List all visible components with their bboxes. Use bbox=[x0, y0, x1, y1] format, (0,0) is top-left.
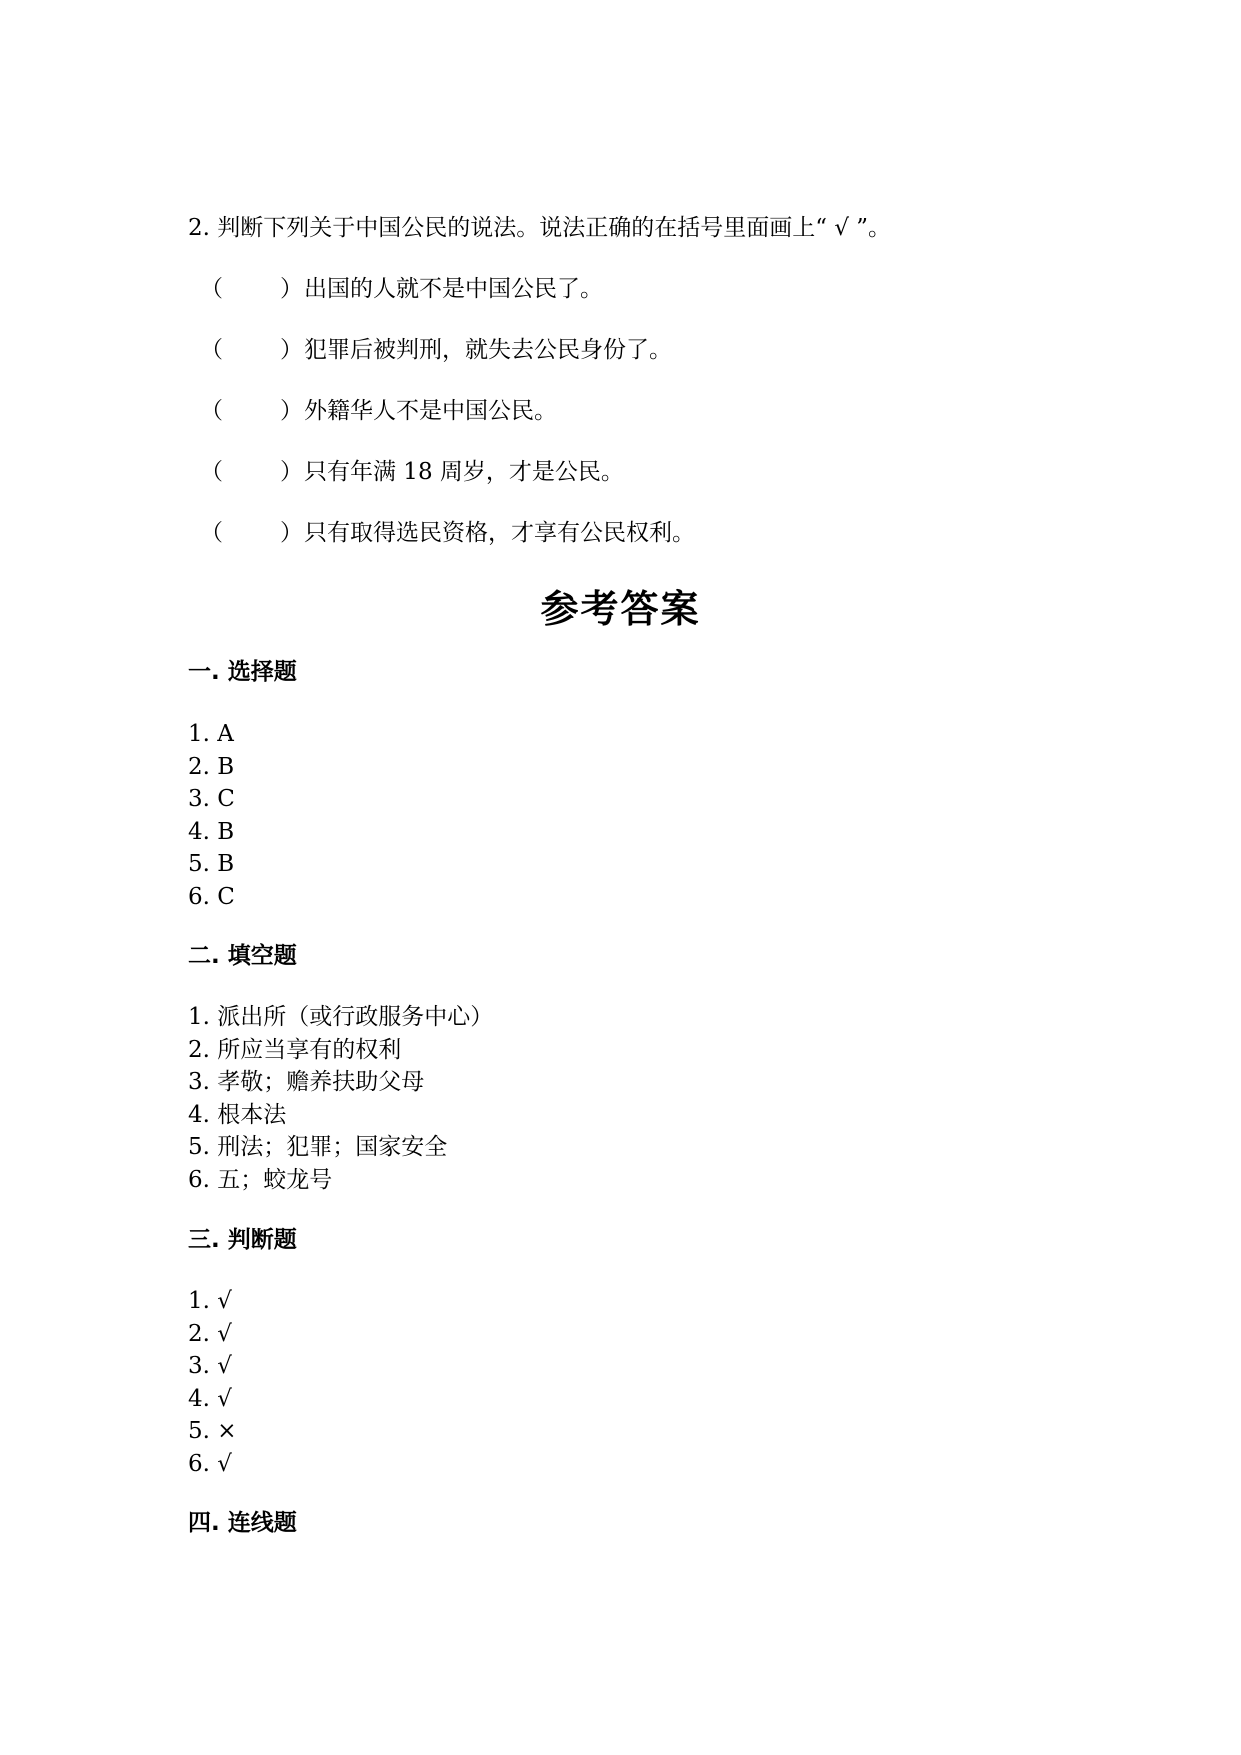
paren-left: （ bbox=[200, 276, 223, 302]
answer-item: 6. C bbox=[188, 883, 235, 910]
judge-item bbox=[200, 395, 557, 427]
section-heading-choice: 一. 选择题 bbox=[188, 659, 297, 685]
answer-item: 1. 派出所（或行政服务中心） bbox=[188, 1004, 494, 1030]
section-heading-judge: 三. 判断题 bbox=[188, 1227, 297, 1253]
answer-item: 5. × bbox=[188, 1418, 237, 1445]
answer-item: 5. B bbox=[188, 851, 235, 878]
answer-key-title: 参考答案 bbox=[540, 587, 701, 631]
answer-list-choice bbox=[188, 718, 235, 914]
answer-item: 3. 孝敬；赡养扶助父母 bbox=[188, 1069, 425, 1096]
judge-item-text: 外籍华人不是中国公民。 bbox=[304, 398, 557, 424]
paren-left: （ bbox=[200, 398, 223, 424]
paren-right: ） bbox=[280, 398, 303, 424]
answer-item: 3. C bbox=[188, 786, 235, 813]
answer-item: 5. 刑法；犯罪；国家安全 bbox=[188, 1134, 448, 1161]
answer-item: 2. B bbox=[188, 753, 235, 780]
answer-item: 4. √ bbox=[188, 1385, 232, 1412]
answer-item: 3. √ bbox=[188, 1353, 232, 1380]
answer-item: 2. 所应当享有的权利 bbox=[188, 1036, 402, 1063]
judge-item bbox=[200, 456, 624, 488]
answer-item: 4. B bbox=[188, 818, 235, 845]
answer-list-fill bbox=[188, 1001, 493, 1197]
answer-list-judge bbox=[188, 1285, 237, 1481]
section-heading-match: 四. 连线题 bbox=[188, 1510, 297, 1536]
paren-left: （ bbox=[200, 459, 223, 485]
judge-item bbox=[200, 334, 672, 366]
answer-item: 1. A bbox=[188, 721, 234, 747]
question-title: 2. 判断下列关于中国公民的说法。说法正确的在括号里面画上“ √ ”。 bbox=[188, 215, 892, 241]
answer-item: 2. √ bbox=[188, 1320, 232, 1347]
judge-item bbox=[200, 517, 695, 549]
paren-right: ） bbox=[280, 276, 303, 302]
paren-right: ） bbox=[280, 459, 303, 485]
answer-item: 1. √ bbox=[188, 1288, 232, 1314]
answer-item: 6. 五；蛟龙号 bbox=[188, 1166, 333, 1193]
judge-item-text: 只有年满 18 周岁，才是公民。 bbox=[304, 459, 624, 485]
judge-item bbox=[200, 273, 603, 305]
answer-item: 6. √ bbox=[188, 1450, 232, 1477]
paren-left: （ bbox=[200, 337, 223, 363]
judge-item-text: 出国的人就不是中国公民了。 bbox=[304, 276, 603, 302]
paren-right: ） bbox=[280, 520, 303, 546]
judge-item-text: 犯罪后被判刑，就失去公民身份了。 bbox=[304, 337, 672, 363]
answer-item: 4. 根本法 bbox=[188, 1101, 287, 1128]
section-heading-fill: 二. 填空题 bbox=[188, 943, 297, 969]
paren-right: ） bbox=[280, 337, 303, 363]
paren-left: （ bbox=[200, 520, 223, 546]
judge-item-text: 只有取得选民资格，才享有公民权利。 bbox=[304, 520, 695, 546]
